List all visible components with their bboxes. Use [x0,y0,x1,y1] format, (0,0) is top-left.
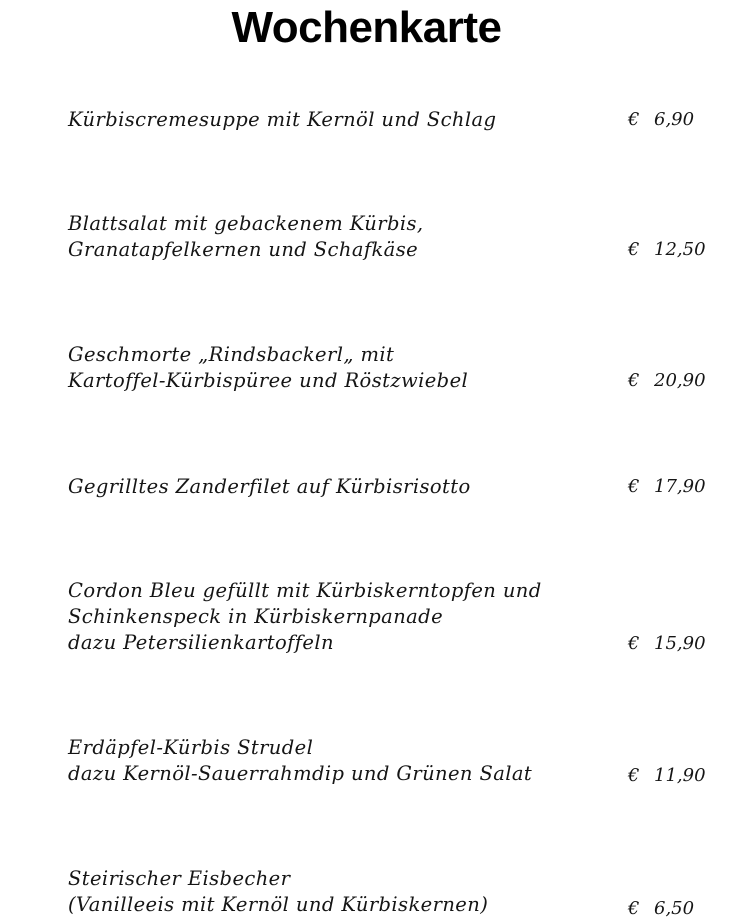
menu-item-price [628,474,708,500]
currency-symbol: € [628,633,640,654]
price-value: 11,90 [654,765,706,786]
description-line: Kartoffel-Kürbispüree und Röstzwiebel [68,369,469,392]
description-line: Kürbiscremesuppe mit Kernöl und Schlag [68,108,497,131]
menu-item-description [68,342,708,394]
menu-item [68,474,708,500]
menu-item [68,107,708,133]
menu-item-price [628,896,708,922]
price-value: 15,90 [654,633,706,654]
description-line: Schinkenspeck in Kürbiskernpanade [68,605,444,628]
description-line: Granatapfelkernen und Schafkäse [68,238,419,261]
menu-item-price [628,107,708,133]
description-line: Geschmorte „Rindsbackerl„ mit [68,343,395,366]
price-value: 6,50 [654,898,695,919]
price-value: 20,90 [654,370,706,391]
description-line: (Vanilleeis mit Kernöl und Kürbiskernen) [68,893,489,916]
currency-symbol: € [628,476,640,497]
menu-item-price [628,631,708,657]
menu-item-description [68,735,708,787]
menu-item-price [628,368,708,394]
menu-item [68,211,708,263]
description-line: Blattsalat mit gebackenem Kürbis, [68,212,424,235]
currency-symbol: € [628,898,640,919]
menu-item [68,578,708,656]
currency-symbol: € [628,239,640,260]
menu-item-description [68,211,708,263]
price-value: 12,50 [654,239,706,260]
currency-symbol: € [628,109,640,130]
menu-item-description [68,474,708,500]
description-line: Gegrilltes Zanderfilet auf Kürbisrisotto [68,475,471,498]
price-value: 6,90 [654,109,695,130]
menu-item-description [68,578,708,656]
menu-item [68,866,708,918]
description-line: dazu Kernöl-Sauerrahmdip und Grünen Salat [68,762,533,785]
menu-item-description [68,107,708,133]
page-title: Wochenkarte [231,3,502,52]
description-line: Cordon Bleu gefüllt mit Kürbiskerntopfen und [68,579,542,602]
menu-item-description [68,866,708,918]
description-line: Steirischer Eisbecher [68,867,291,890]
currency-symbol: € [628,765,640,786]
menu-item [68,735,708,787]
menu-item-price [628,763,708,789]
menu-item-price [628,237,708,263]
description-line: dazu Petersilienkartoffeln [68,631,334,654]
price-value: 17,90 [654,476,706,497]
description-line: Erdäpfel-Kürbis Strudel [68,736,314,759]
currency-symbol: € [628,370,640,391]
menu-item [68,342,708,394]
